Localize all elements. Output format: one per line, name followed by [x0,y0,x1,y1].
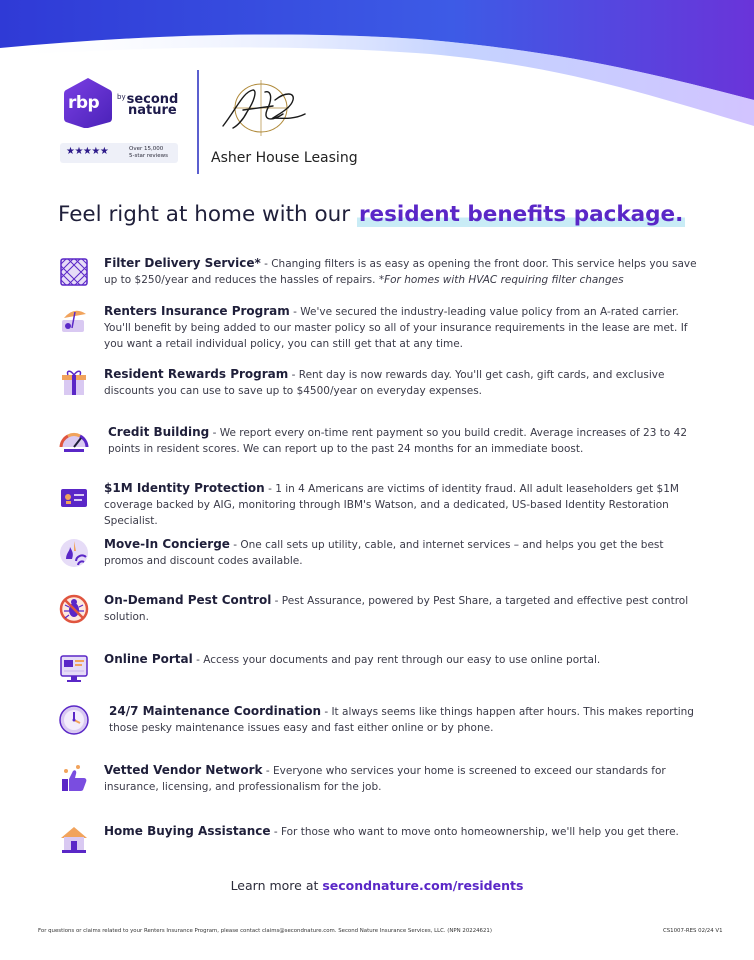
benefit-text [104,824,700,840]
benefit-title: On-Demand Pest Control [104,593,272,607]
learn-more-line [0,878,754,893]
headline-highlight: resident benefits package. [358,202,684,227]
umbrella-icon [58,304,90,336]
benefit-body: - Changing filters is as easy as opening the front door. This service helps you save up to $250/year and reduces the hassles of repairs. [104,258,697,286]
benefit-title: Renters Insurance Program [104,304,290,318]
benefit-text [104,367,700,399]
star-rating-icons: ★★★★★ [66,146,109,157]
review-count: Over 15,000 [129,146,164,152]
benefit-text [108,425,704,457]
benefit-body: - For those who want to move onto homeownership, we'll help you get there. [270,826,679,838]
benefit-text [104,763,700,795]
gauge-icon [58,425,90,457]
logo-divider [197,70,199,174]
headline-prefix: Feel right at home with our [58,202,351,227]
benefit-title: Vetted Vendor Network [104,763,263,777]
benefit-text [104,256,700,288]
benefit-text [104,652,700,668]
by-label: by [117,93,126,101]
benefit-text [104,537,700,569]
review-label: 5-star reviews [129,153,168,159]
nature-label: nature [128,103,177,118]
monitor-icon [58,652,90,684]
benefit-text [104,481,700,529]
page-headline [58,202,685,227]
benefit-title: Online Portal [104,652,193,666]
asher-house-monogram-logo [213,78,313,140]
benefit-title: Filter Delivery Service* [104,256,261,270]
utilities-icon [58,537,90,569]
benefit-title: $1M Identity Protection [104,481,265,495]
thumbs-up-icon [58,763,90,795]
footer-code: CS1007-RES 02/24 V1 [663,928,723,934]
benefit-text [104,304,700,352]
gift-icon [58,367,90,399]
learn-more-prefix: Learn more at [230,878,323,893]
benefit-text [104,593,700,625]
benefit-body: - 1 in 4 Americans are victims of identity fraud. All adult leaseholders get $1M coverage backed by AIG, monitoring through IBM's Watson, and a dedicated, US-based Identity Restoration Specialist. [104,483,679,527]
benefit-title: Home Buying Assistance [104,824,271,838]
clock-icon [58,704,90,736]
benefit-note: *For homes with HVAC requiring filter changes [378,274,624,286]
review-badge [60,143,178,163]
company-name: Asher House Leasing [211,150,358,166]
second-label: second [126,92,179,107]
benefit-body: - Everyone who services your home is screened to exceed our standards for insurance, licensing, and professionalism for the job. [104,765,666,793]
footer-disclaimer: For questions or claims related to your Renters Insurance Program, please contact claims@secondnature.com. Second Nature Insurance Services, LLC. (NPN 20224621) [38,928,492,934]
second-nature-wordmark [117,92,178,116]
residents-link[interactable]: secondnature.com/residents [322,878,524,893]
house-icon [58,824,90,856]
benefit-title: Credit Building [108,425,210,439]
benefit-body: - It always seems like things happen after hours. This makes reporting those pesky maintenance issues easy and fast either online or by phone. [109,706,694,734]
filter-icon [58,256,90,288]
benefit-body: - We've secured the industry-leading value policy from an A-rated carrier. You'll benefit by being added to our master policy so all of your insurance requirements in the lease are met. If you want a retail individual policy, you can still get that at any time. [104,306,688,350]
benefit-body: - Rent day is now rewards day. You'll get cash, gift cards, and exclusive discounts you can use to save up to $4500/year on everyday expenses. [104,369,665,397]
review-text [129,146,168,160]
id-card-icon [58,481,90,513]
benefit-body: - One call sets up utility, cable, and internet services – and helps you get the best promos and discount codes available. [104,539,664,567]
no-pest-icon [58,593,90,625]
benefit-body: - Access your documents and pay rent through our easy to use online portal. [192,654,601,666]
benefit-text [109,704,705,736]
benefit-body: - We report every on-time rent payment so you build credit. Average increases of 23 to 42 points in resident scores. We can report up to the past 24 months for an immediate boost. [108,427,687,455]
benefit-title: 24/7 Maintenance Coordination [109,704,321,718]
benefit-title: Move-In Concierge [104,537,230,551]
benefit-title: Resident Rewards Program [104,367,289,381]
rbp-logo-text: rbp [68,93,100,113]
benefit-body: - Pest Assurance, powered by Pest Share, a targeted and effective pest control solution. [104,595,689,623]
